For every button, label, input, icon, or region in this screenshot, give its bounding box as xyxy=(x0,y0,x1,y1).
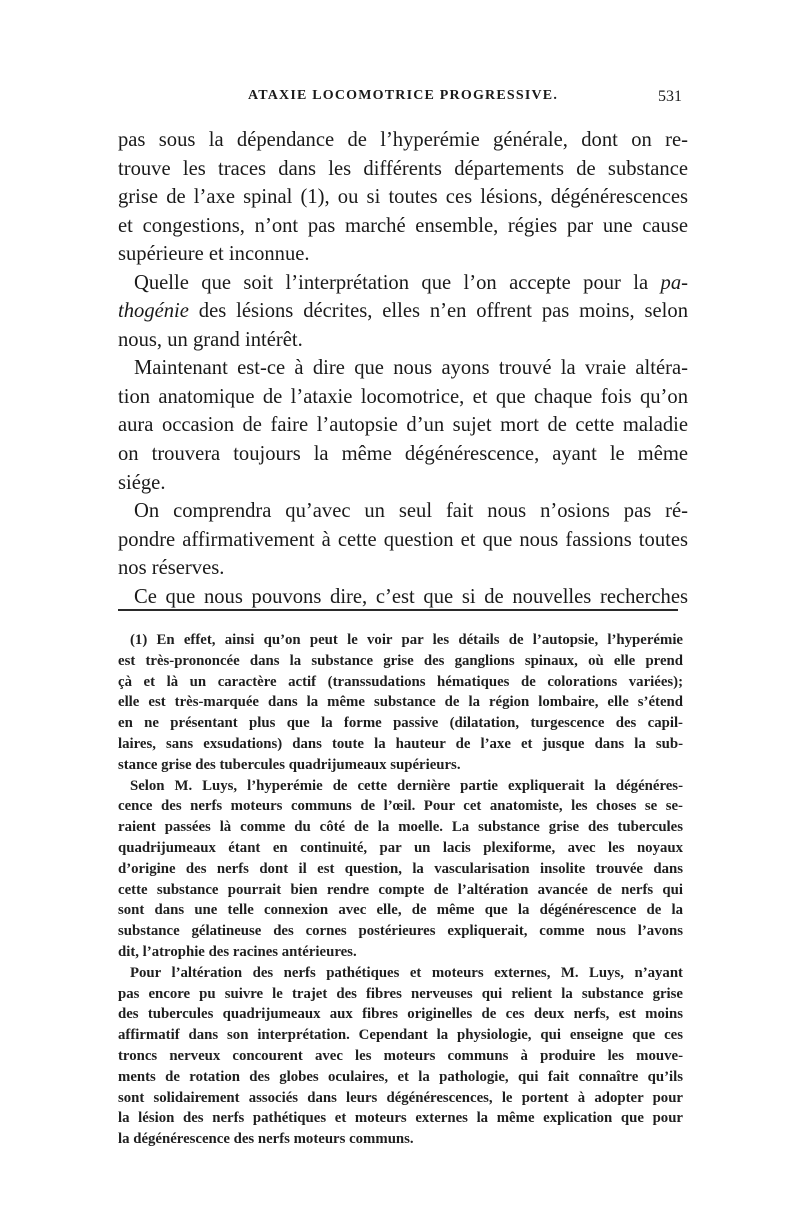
footnote-line: la lésion des nerfs pathétiques et moteurs externes la même explication que pour xyxy=(118,1110,683,1127)
text-line: siége. xyxy=(118,471,166,494)
text-line: on trouvera toujours la même dégénérescence, ayant le même xyxy=(118,443,688,466)
footnote-line: est très-prononcée dans la substance grise des ganglions spinaux, où elle prend xyxy=(118,652,683,669)
footnote-rule xyxy=(118,609,678,611)
footnote-line: raient passées là comme du côté de la moelle. La substance grise des tubercules xyxy=(118,819,683,836)
text-line: aura occasion de faire l’autopsie d’un sujet mort de cette maladie xyxy=(118,414,688,437)
footnote-line: cence des nerfs moteurs communs de l’œil. Pour cet anatomiste, les choses se se- xyxy=(118,798,683,815)
text-line: thogénie des lésions décrites, elles n’en offrent pas moins, selon xyxy=(118,300,688,323)
footnote-line: la dégénérescence des nerfs moteurs communs. xyxy=(118,1131,414,1148)
footnote-line: dit, l’atrophie des racines antérieures. xyxy=(118,943,357,960)
main-text xyxy=(118,126,688,611)
footnote-line: sont dans une telle connexion avec elle, de même que la dégénérescence de la xyxy=(118,902,683,919)
footnote-line: en ne présentant plus que la forme passive (dilatation, turgescence des capil- xyxy=(118,715,683,732)
footnotes xyxy=(118,630,683,1150)
italic-word: pa- xyxy=(660,271,688,294)
text-line: et congestions, n’ont pas marché ensemble, régies par une cause xyxy=(118,214,688,237)
footnote-line: stance grise des tubercules quadrijumeaux supérieurs. xyxy=(118,756,461,773)
footnote-line: ments de rotation des globes oculaires, et la pathologie, qui fait connaître qu’ils xyxy=(118,1068,683,1085)
footnote-line: sont solidairement associés dans leurs dégénérescences, le portent à adopter pour xyxy=(118,1089,683,1106)
footnote-line: pas encore pu suivre le trajet des fibres nerveuses qui relient la substance grise xyxy=(118,985,683,1002)
footnote-line: troncs nerveux concourent avec les moteurs communs à produire les mouve- xyxy=(118,1047,683,1064)
footnote-line: des tubercules quadrijumeaux aux fibres originelles de ces deux nerfs, est moins xyxy=(118,1006,683,1023)
text-line: grise de l’axe spinal (1), ou si toutes ces lésions, dégénérescences xyxy=(118,186,688,209)
footnote-line: Pour l’altération des nerfs pathétiques et moteurs externes, M. Luys, n’ayant xyxy=(130,964,683,981)
page-number: 531 xyxy=(658,88,682,105)
text-line: nos réserves. xyxy=(118,557,225,580)
footnote-line: laires, sans exsudations) dans toute la hauteur de l’axe et jusque dans la sub- xyxy=(118,735,683,752)
text-line: pondre affirmativement à cette question et que nous fassions toutes xyxy=(118,528,688,551)
footnote-line: Selon M. Luys, l’hyperémie de cette dernière partie expliquerait la dégénéres- xyxy=(130,777,683,794)
text-line: nous, un grand intérêt. xyxy=(118,328,303,351)
footnote-line: d’origine des nerfs dont il est question, la vascularisation insolite trouvée dans xyxy=(118,860,683,877)
footnote-line: substance gélatineuse des cornes postérieures expliquerait, comme nous l’avons xyxy=(118,923,683,940)
footnote-line: cette substance pourrait bien rendre compte de l’altération avancée de nerfs qui xyxy=(118,881,683,898)
footnote-line: elle est très-marquée dans la même substance de la région lombaire, elle s’étend xyxy=(118,694,683,711)
running-head xyxy=(118,88,688,108)
text-line: Maintenant est-ce à dire que nous ayons trouvé la vraie altéra- xyxy=(134,357,688,380)
text-line: trouve les traces dans les différents départements de substance xyxy=(118,157,688,180)
text-line: supérieure et inconnue. xyxy=(118,243,310,266)
running-title: ATAXIE LOCOMOTRICE PROGRESSIVE. xyxy=(247,88,559,103)
text-line: On comprendra qu’avec un seul fait nous n’osions pas ré- xyxy=(134,500,688,523)
text-line: pas sous la dépendance de l’hyperémie générale, dont on re- xyxy=(118,129,688,151)
footnote-line: quadrijumeaux étant en continuité, par un lacis plexiforme, avec les noyaux xyxy=(118,839,683,856)
text-line: Ce que nous pouvons dire, c’est que si de nouvelles recherches xyxy=(134,585,688,608)
footnote-line: affirmatif dans son interprétation. Cependant la physiologie, qui enseigne que ces xyxy=(118,1027,683,1044)
text-line: Quelle que soit l’interprétation que l’on accepte pour la pa- xyxy=(134,271,688,294)
footnote-line: çà et là un caractère actif (transsudations hématiques de colorations variées); xyxy=(118,673,683,690)
italic-word: thogénie xyxy=(118,300,189,323)
text-line: tion anatomique de l’ataxie locomotrice, et que chaque fois qu’on xyxy=(118,385,688,408)
footnote-line: (1) En effet, ainsi qu’on peut le voir par les détails de l’autopsie, l’hyperémie xyxy=(130,632,683,648)
